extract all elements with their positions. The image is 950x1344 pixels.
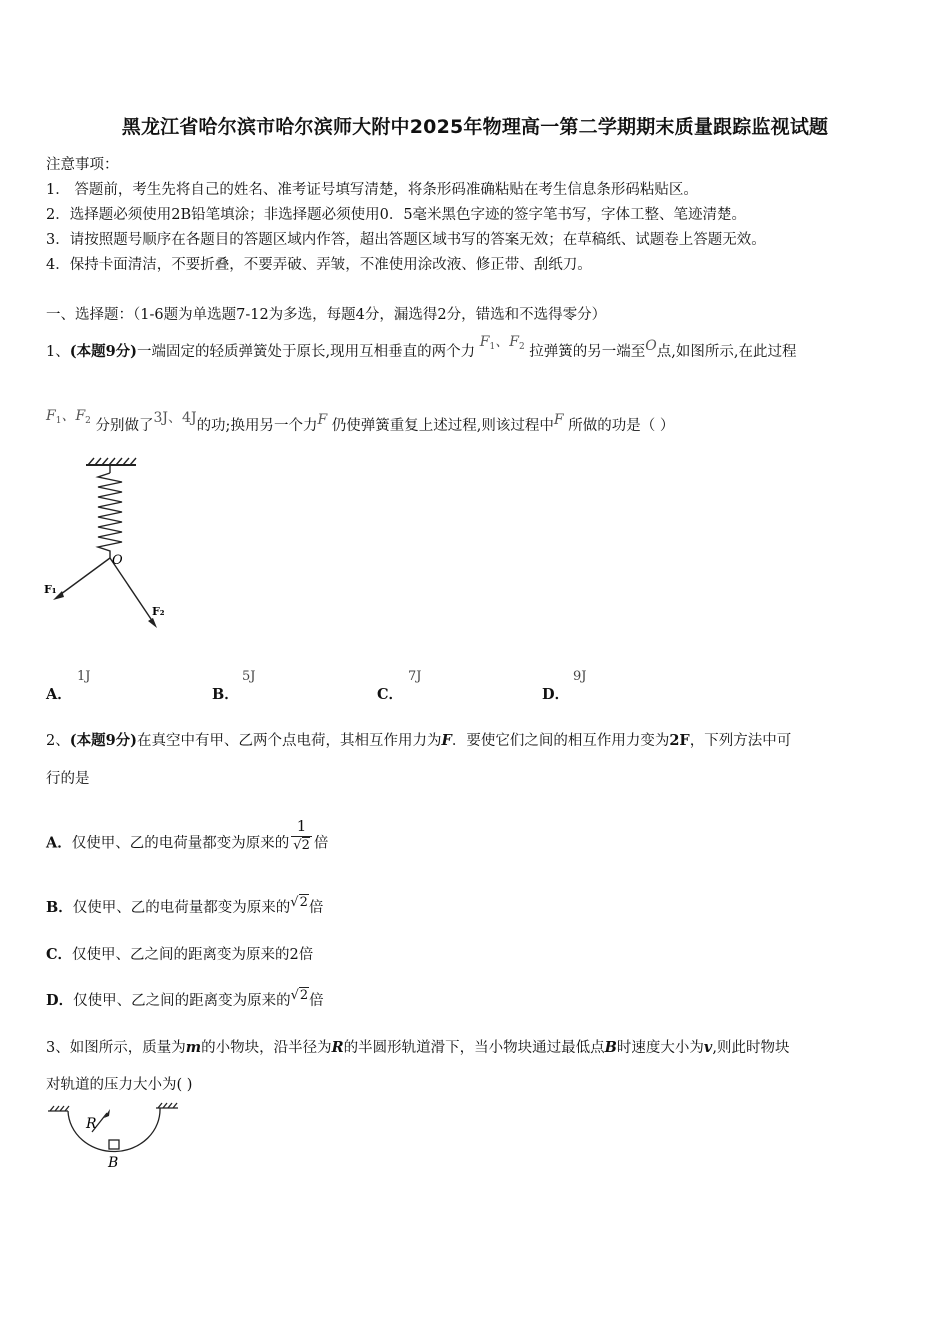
question-text: 在真空中有甲、乙两个点电荷，其相互作用力为	[137, 733, 442, 749]
force-f1-symbol: $F_1$	[46, 408, 62, 426]
force-f-symbol: F	[441, 732, 452, 749]
force-2f-symbol: 2F	[669, 732, 690, 749]
sqrt-two: √2	[290, 895, 308, 910]
question-text: 时速度大小为	[616, 1040, 704, 1056]
q2-option-a[interactable]	[46, 817, 329, 863]
question-text: 拉弹簧的另一端至	[529, 344, 646, 360]
force-f2-symbol: $F_2$	[75, 408, 91, 426]
radius-symbol: R	[331, 1039, 344, 1056]
question-number: 3、	[46, 1040, 70, 1056]
force-f2-symbol: $F_2$	[509, 334, 525, 352]
track-figure	[44, 1100, 184, 1175]
option-d-letter[interactable]: D．	[542, 686, 570, 703]
point-b-symbol: B	[604, 1039, 617, 1056]
sqrt-two: √2	[290, 988, 309, 1003]
notice-item: 2．选择题必须使用2B铅笔填涂；非选择题必须使用0．5毫米黑色字迹的签字笔书写，字体工整、笔迹清楚。	[46, 207, 747, 223]
option-letter: C．	[46, 946, 73, 963]
question-text: 所做的功是（ ）	[568, 418, 675, 434]
force-f1-symbol: $F_1$	[479, 334, 496, 352]
spring-figure	[40, 455, 180, 640]
option-a-value[interactable]: 1J	[77, 669, 91, 684]
option-a-letter[interactable]: A．	[46, 686, 72, 703]
radius-label: R	[86, 1116, 97, 1132]
option-text: 仅使甲、乙的电荷量都变为原来的	[71, 835, 290, 852]
question-text: 一端固定的轻质弹簧处于原长,现用互相垂直的两个力	[137, 344, 476, 360]
question-3-line-1	[46, 1036, 789, 1057]
mass-symbol: m	[185, 1039, 202, 1056]
question-text: 仍使弹簧重复上述过程,则该过程中	[331, 418, 554, 434]
question-text: 的功;换用另一个力	[196, 418, 318, 434]
section-heading: 一、选择题：（1-6题为单选题7-12为多选，每题4分，漏选得2分，错选和不选得零分）	[46, 307, 607, 323]
separator: 、	[61, 408, 76, 424]
question-number: 2、	[46, 733, 70, 749]
question-score: (本题9分)	[69, 343, 138, 360]
notice-item: 3．请按照题号顺序在各题目的答题区域内作答，超出答题区域书写的答案无效；在草稿纸、试题卷上答题无效。	[46, 232, 766, 248]
question-3-line-2	[46, 1073, 192, 1094]
question-text: 对轨道的压力大小为( )	[46, 1077, 193, 1093]
fraction-denominator: √2	[293, 838, 310, 853]
question-text: ．要使它们之间的相互作用力变为	[451, 733, 670, 749]
fraction-numerator: 1	[296, 817, 307, 835]
option-letter: A．	[46, 834, 72, 852]
option-c-value[interactable]: 7J	[408, 669, 422, 684]
page-title: 黑龙江省哈尔滨市哈尔滨师大附中2025年物理高一第二学期期末质量跟踪监视试题	[121, 116, 829, 138]
option-text: 仅使甲、乙的电荷量都变为原来的	[72, 900, 291, 916]
question-text: 分别做了	[95, 418, 154, 434]
question-text: 的半圆形轨道滑下，当小物块通过最低点	[343, 1040, 605, 1056]
q2-option-d[interactable]	[46, 989, 324, 1010]
f1-label: F₁	[44, 583, 57, 596]
question-text: ，下列方法中可	[689, 733, 792, 749]
option-text: 倍	[313, 835, 329, 852]
question-2-line-1	[46, 729, 791, 750]
option-b-letter[interactable]: B．	[212, 686, 239, 703]
separator: 、	[495, 334, 510, 350]
point-o-label: O	[112, 553, 123, 568]
option-letter: D．	[46, 992, 74, 1009]
notice-heading: 注意事项：	[46, 157, 119, 173]
question-1-line-2	[46, 408, 675, 436]
option-text: 倍	[298, 947, 314, 963]
question-text: 点,如图所示,在此过程	[656, 344, 797, 360]
option-letter: B．	[46, 899, 73, 916]
question-text: ,则此时物块	[712, 1040, 790, 1056]
option-b-value[interactable]: 5J	[242, 669, 256, 684]
option-value: 2	[289, 947, 299, 963]
option-text: 仅使甲、乙之间的距离变为原来的	[72, 947, 290, 963]
notice-item: 1． 答题前，考生先将自己的姓名、准考证号填写清楚，将条形码准确粘贴在考生信息条形码粘贴区。	[46, 182, 698, 198]
option-d-value[interactable]: 9J	[573, 669, 587, 684]
f2-label: F₂	[152, 605, 165, 618]
question-text: 如图所示，质量为	[69, 1040, 186, 1056]
option-text: 倍	[308, 900, 324, 916]
question-1-line-1	[46, 334, 797, 362]
notice-item: 4．保持卡面清洁，不要折叠，不要弄破、弄皱，不准使用涂改液、修正带、刮纸刀。	[46, 257, 592, 273]
velocity-symbol: v	[703, 1039, 713, 1056]
fraction-one-over-root-two	[291, 816, 312, 855]
option-c-letter[interactable]: C．	[377, 686, 404, 703]
point-o-symbol: O	[645, 338, 657, 354]
point-b-label: B	[108, 1155, 119, 1171]
force-f-symbol: F	[553, 412, 564, 428]
question-2-line-2: 行的是	[46, 771, 90, 787]
work-values: 3J、4J	[153, 410, 197, 426]
q2-option-b[interactable]	[46, 896, 323, 917]
question-text: 的小物块，沿半径为	[201, 1040, 332, 1056]
option-text: 仅使甲、乙之间的距离变为原来的	[73, 993, 291, 1009]
option-text: 倍	[309, 993, 324, 1009]
q2-option-c[interactable]	[46, 943, 313, 964]
question-score: (本题9分)	[69, 732, 138, 749]
force-f-symbol: F	[317, 412, 328, 428]
question-number: 1、	[46, 344, 70, 360]
